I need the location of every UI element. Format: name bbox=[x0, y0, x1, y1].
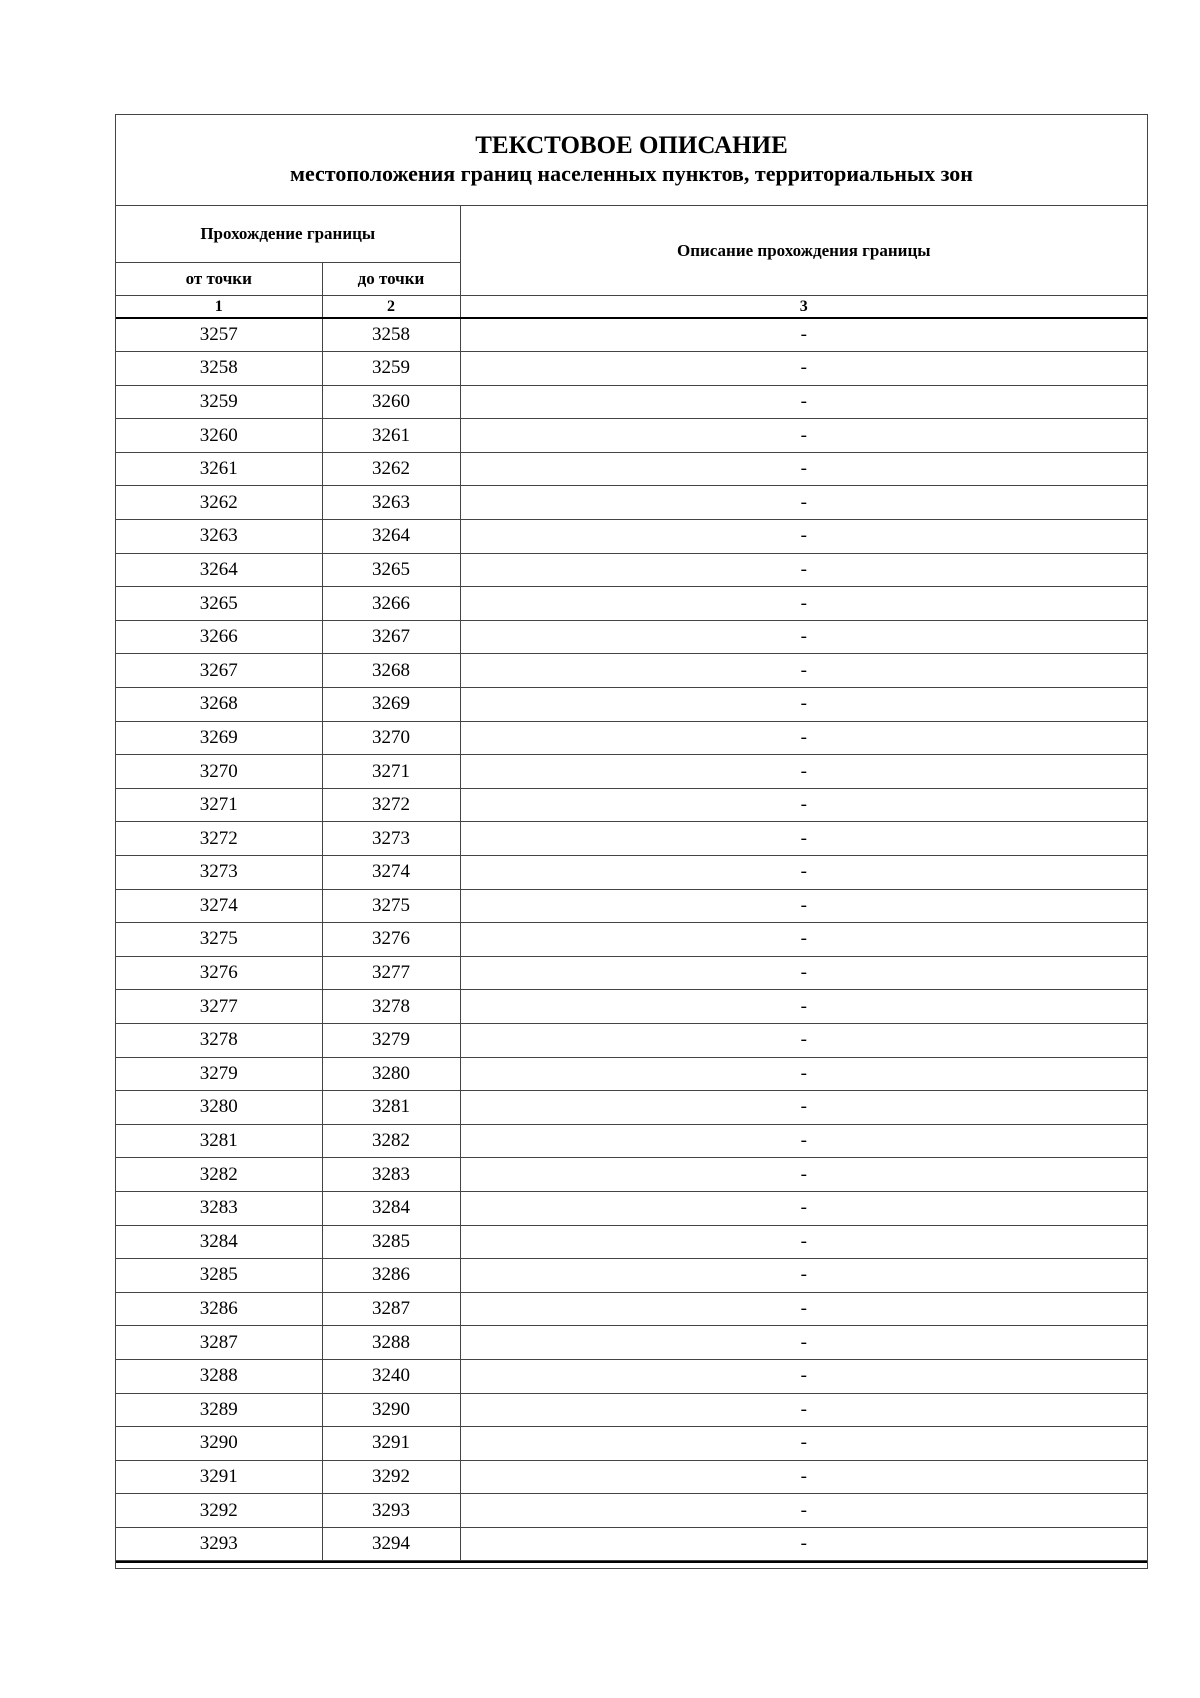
to-point-cell: 3293 bbox=[322, 1494, 460, 1528]
description-cell: - bbox=[460, 721, 1147, 755]
to-point-cell: 3263 bbox=[322, 486, 460, 520]
table-row bbox=[116, 486, 1147, 520]
to-point-cell: 3267 bbox=[322, 620, 460, 654]
from-point-cell: 3271 bbox=[116, 788, 322, 822]
table-row bbox=[116, 1527, 1147, 1561]
description-cell: - bbox=[460, 620, 1147, 654]
description-cell: - bbox=[460, 1057, 1147, 1091]
description-cell: - bbox=[460, 956, 1147, 990]
table-row bbox=[116, 1124, 1147, 1158]
description-cell: - bbox=[460, 688, 1147, 722]
description-cell: - bbox=[460, 486, 1147, 520]
from-point-cell: 3282 bbox=[116, 1158, 322, 1192]
from-point-cell: 3270 bbox=[116, 755, 322, 789]
from-point-cell: 3273 bbox=[116, 856, 322, 890]
to-point-cell: 3291 bbox=[322, 1427, 460, 1461]
title-block bbox=[116, 115, 1147, 206]
to-point-cell: 3288 bbox=[322, 1326, 460, 1360]
description-cell: - bbox=[460, 990, 1147, 1024]
from-point-cell: 3276 bbox=[116, 956, 322, 990]
description-cell: - bbox=[460, 1023, 1147, 1057]
from-point-cell: 3266 bbox=[116, 620, 322, 654]
description-cell: - bbox=[460, 553, 1147, 587]
description-cell: - bbox=[460, 520, 1147, 554]
from-point-cell: 3260 bbox=[116, 419, 322, 453]
boundary-table bbox=[116, 206, 1147, 1561]
table-row bbox=[116, 553, 1147, 587]
description-cell: - bbox=[460, 1460, 1147, 1494]
description-cell: - bbox=[460, 1191, 1147, 1225]
description-cell: - bbox=[460, 1158, 1147, 1192]
to-point-cell: 3272 bbox=[322, 788, 460, 822]
header-to-point: до точки bbox=[322, 263, 460, 296]
from-point-cell: 3287 bbox=[116, 1326, 322, 1360]
from-point-cell: 3272 bbox=[116, 822, 322, 856]
from-point-cell: 3288 bbox=[116, 1359, 322, 1393]
from-point-cell: 3290 bbox=[116, 1427, 322, 1461]
table-row bbox=[116, 318, 1147, 352]
description-cell: - bbox=[460, 856, 1147, 890]
from-point-cell: 3259 bbox=[116, 385, 322, 419]
from-point-cell: 3263 bbox=[116, 520, 322, 554]
from-point-cell: 3275 bbox=[116, 923, 322, 957]
table-row bbox=[116, 856, 1147, 890]
from-point-cell: 3261 bbox=[116, 452, 322, 486]
description-cell: - bbox=[460, 1124, 1147, 1158]
to-point-cell: 3273 bbox=[322, 822, 460, 856]
description-cell: - bbox=[460, 755, 1147, 789]
column-number-1: 1 bbox=[116, 296, 322, 319]
to-point-cell: 3280 bbox=[322, 1057, 460, 1091]
description-cell: - bbox=[460, 1427, 1147, 1461]
from-point-cell: 3293 bbox=[116, 1527, 322, 1561]
to-point-cell: 3276 bbox=[322, 923, 460, 957]
table-row bbox=[116, 1259, 1147, 1293]
description-cell: - bbox=[460, 1259, 1147, 1293]
to-point-cell: 3259 bbox=[322, 352, 460, 386]
from-point-cell: 3291 bbox=[116, 1460, 322, 1494]
table-row bbox=[116, 1460, 1147, 1494]
to-point-cell: 3260 bbox=[322, 385, 460, 419]
table-row bbox=[116, 352, 1147, 386]
table-row bbox=[116, 822, 1147, 856]
from-point-cell: 3274 bbox=[116, 889, 322, 923]
from-point-cell: 3257 bbox=[116, 318, 322, 352]
to-point-cell: 3258 bbox=[322, 318, 460, 352]
to-point-cell: 3271 bbox=[322, 755, 460, 789]
from-point-cell: 3279 bbox=[116, 1057, 322, 1091]
description-cell: - bbox=[460, 1494, 1147, 1528]
table-row bbox=[116, 889, 1147, 923]
from-point-cell: 3265 bbox=[116, 587, 322, 621]
from-point-cell: 3289 bbox=[116, 1393, 322, 1427]
table-row bbox=[116, 385, 1147, 419]
description-cell: - bbox=[460, 822, 1147, 856]
to-point-cell: 3286 bbox=[322, 1259, 460, 1293]
to-point-cell: 3261 bbox=[322, 419, 460, 453]
bottom-rule bbox=[116, 1561, 1147, 1569]
table-row bbox=[116, 654, 1147, 688]
description-cell: - bbox=[460, 587, 1147, 621]
to-point-cell: 3285 bbox=[322, 1225, 460, 1259]
to-point-cell: 3290 bbox=[322, 1393, 460, 1427]
description-cell: - bbox=[460, 385, 1147, 419]
table-row bbox=[116, 520, 1147, 554]
table-row bbox=[116, 1292, 1147, 1326]
from-point-cell: 3283 bbox=[116, 1191, 322, 1225]
to-point-cell: 3264 bbox=[322, 520, 460, 554]
description-cell: - bbox=[460, 1225, 1147, 1259]
table-row bbox=[116, 990, 1147, 1024]
to-point-cell: 3265 bbox=[322, 553, 460, 587]
table-body bbox=[116, 318, 1147, 1561]
to-point-cell: 3277 bbox=[322, 956, 460, 990]
to-point-cell: 3278 bbox=[322, 990, 460, 1024]
from-point-cell: 3277 bbox=[116, 990, 322, 1024]
document-page bbox=[115, 114, 1148, 1569]
to-point-cell: 3284 bbox=[322, 1191, 460, 1225]
from-point-cell: 3262 bbox=[116, 486, 322, 520]
header-from-point: от точки bbox=[116, 263, 322, 296]
to-point-cell: 3240 bbox=[322, 1359, 460, 1393]
description-cell: - bbox=[460, 419, 1147, 453]
document-title: ТЕКСТОВОЕ ОПИСАНИЕ bbox=[475, 132, 788, 159]
table-row bbox=[116, 721, 1147, 755]
from-point-cell: 3267 bbox=[116, 654, 322, 688]
document-subtitle: местоположения границ населенных пунктов, территориальных зон bbox=[290, 161, 973, 186]
to-point-cell: 3281 bbox=[322, 1091, 460, 1125]
description-cell: - bbox=[460, 1393, 1147, 1427]
description-cell: - bbox=[460, 1292, 1147, 1326]
table-row bbox=[116, 755, 1147, 789]
table-row bbox=[116, 1359, 1147, 1393]
to-point-cell: 3262 bbox=[322, 452, 460, 486]
to-point-cell: 3287 bbox=[322, 1292, 460, 1326]
to-point-cell: 3270 bbox=[322, 721, 460, 755]
to-point-cell: 3274 bbox=[322, 856, 460, 890]
table-row bbox=[116, 1225, 1147, 1259]
from-point-cell: 3280 bbox=[116, 1091, 322, 1125]
description-cell: - bbox=[460, 1527, 1147, 1561]
column-number-2: 2 bbox=[322, 296, 460, 319]
to-point-cell: 3269 bbox=[322, 688, 460, 722]
from-point-cell: 3284 bbox=[116, 1225, 322, 1259]
description-cell: - bbox=[460, 452, 1147, 486]
description-cell: - bbox=[460, 654, 1147, 688]
to-point-cell: 3275 bbox=[322, 889, 460, 923]
description-cell: - bbox=[460, 788, 1147, 822]
table-row bbox=[116, 587, 1147, 621]
table-row bbox=[116, 1393, 1147, 1427]
table-row bbox=[116, 956, 1147, 990]
description-cell: - bbox=[460, 1091, 1147, 1125]
from-point-cell: 3269 bbox=[116, 721, 322, 755]
header-boundary-passage: Прохождение границы bbox=[116, 206, 460, 263]
to-point-cell: 3279 bbox=[322, 1023, 460, 1057]
description-cell: - bbox=[460, 352, 1147, 386]
table-row bbox=[116, 1326, 1147, 1360]
table-row bbox=[116, 1057, 1147, 1091]
to-point-cell: 3283 bbox=[322, 1158, 460, 1192]
from-point-cell: 3285 bbox=[116, 1259, 322, 1293]
from-point-cell: 3281 bbox=[116, 1124, 322, 1158]
to-point-cell: 3294 bbox=[322, 1527, 460, 1561]
from-point-cell: 3292 bbox=[116, 1494, 322, 1528]
from-point-cell: 3286 bbox=[116, 1292, 322, 1326]
table-row bbox=[116, 1494, 1147, 1528]
table-row bbox=[116, 1191, 1147, 1225]
column-number-3: 3 bbox=[460, 296, 1147, 319]
description-cell: - bbox=[460, 1326, 1147, 1360]
header-description: Описание прохождения границы bbox=[460, 206, 1147, 296]
table-row bbox=[116, 1427, 1147, 1461]
from-point-cell: 3278 bbox=[116, 1023, 322, 1057]
table-row bbox=[116, 1158, 1147, 1192]
table-row bbox=[116, 1091, 1147, 1125]
from-point-cell: 3258 bbox=[116, 352, 322, 386]
to-point-cell: 3268 bbox=[322, 654, 460, 688]
description-cell: - bbox=[460, 1359, 1147, 1393]
table-row bbox=[116, 452, 1147, 486]
to-point-cell: 3282 bbox=[322, 1124, 460, 1158]
description-cell: - bbox=[460, 318, 1147, 352]
table-row bbox=[116, 923, 1147, 957]
table-row bbox=[116, 419, 1147, 453]
from-point-cell: 3268 bbox=[116, 688, 322, 722]
from-point-cell: 3264 bbox=[116, 553, 322, 587]
table-row bbox=[116, 620, 1147, 654]
to-point-cell: 3266 bbox=[322, 587, 460, 621]
to-point-cell: 3292 bbox=[322, 1460, 460, 1494]
table-row bbox=[116, 1023, 1147, 1057]
table-row bbox=[116, 688, 1147, 722]
description-cell: - bbox=[460, 923, 1147, 957]
description-cell: - bbox=[460, 889, 1147, 923]
table-row bbox=[116, 788, 1147, 822]
